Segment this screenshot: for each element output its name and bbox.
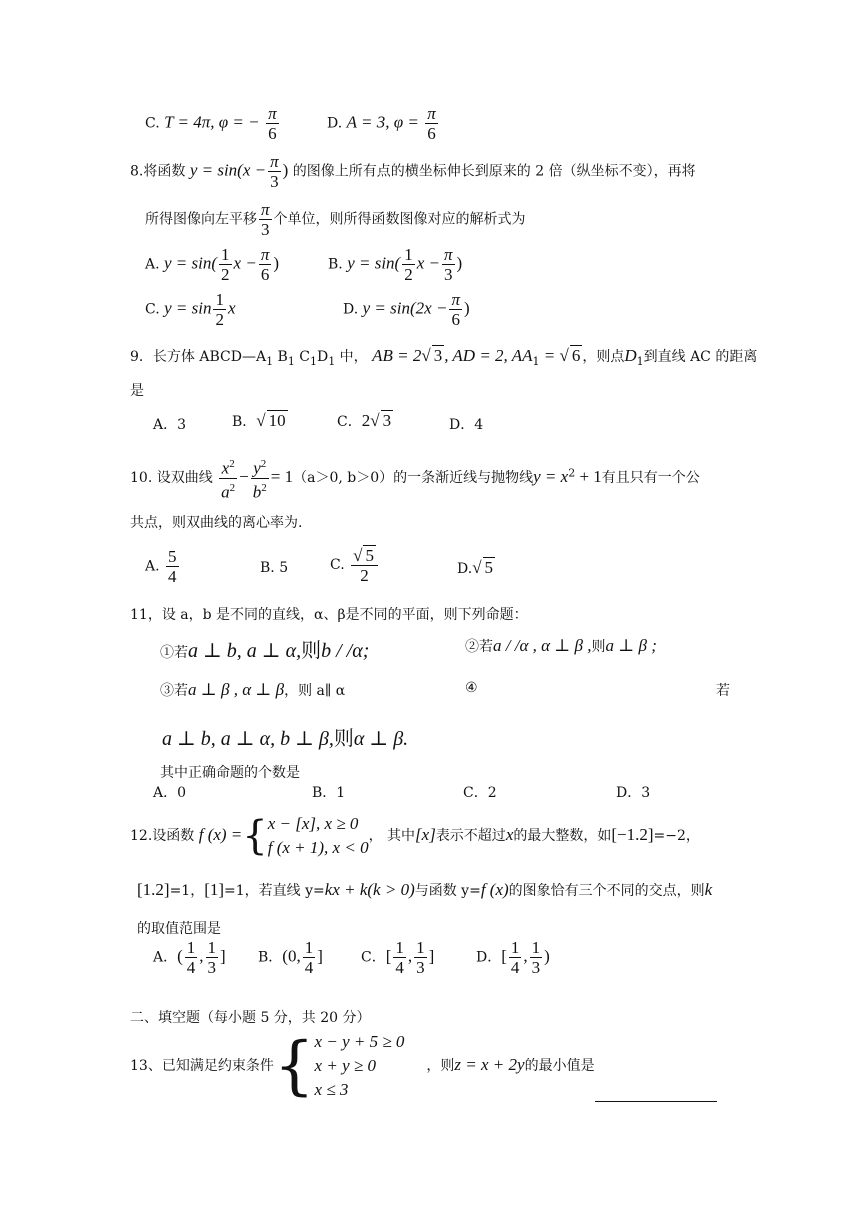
q8-stem-line2: 所得图像向左平移 $\frac{\pi}{3}$ 个单位，则所得函数图像对应的解析式为 bbox=[145, 200, 526, 239]
q11-question: 其中正确命题的个数是 bbox=[160, 765, 300, 781]
q12-piecewise: x − [x], x ≥ 0 f (x + 1), x < 0 bbox=[267, 814, 369, 857]
q12-stem: 12.设函数 f (x) ={ x − [x], x ≥ 0 f (x + 1), x < 0 ， 其中[x]表示不超过x的最大整数，如[−1.2]=−2， bbox=[130, 813, 700, 859]
q8-stem: 8.将函数 y = sin(x − $\frac{\pi}{3}$ ) 的图像上所有点的横坐标伸长到原来的 2 倍（纵坐标不变），再将 bbox=[130, 152, 696, 191]
q13-answer-blank[interactable] bbox=[595, 1083, 717, 1102]
q10-option-b: B. 5 bbox=[260, 560, 289, 576]
q12-option-a: A．( $\frac{1}{4}$ , $\frac{1}{3}$ ] bbox=[153, 938, 226, 977]
q8-function: y = sin(x − bbox=[189, 160, 267, 180]
q12-option-d: D．[ $\frac{1}{4}$ , $\frac{1}{3}$ ) bbox=[476, 938, 550, 977]
q8-option-b: B. y = sin( $\frac{1}{2}$ x − $\frac{\pi}{3}$ ) bbox=[328, 245, 463, 284]
q8-option-a: A. y = sin( $\frac{1}{2}$ x − $\frac{\pi}{6}$ ) bbox=[145, 245, 280, 284]
q7-option-d-label: D. bbox=[327, 115, 343, 132]
q12-option-c: C．[ $\frac{1}{4}$ , $\frac{1}{3}$ ] bbox=[361, 938, 435, 977]
q11-proposition-2: ②若a / /α , α ⊥ β ,则a ⊥ β ; bbox=[465, 636, 657, 655]
q13-stem: 13、已知满足约束条件{ x − y + 5 ≥ 0 x + y ≥ 0 x ≤ 3 ，则z = x + 2y的最小值是 bbox=[130, 1030, 717, 1102]
q9-option-a: A．3 bbox=[153, 417, 187, 433]
q10-fraction-x: $\frac{x^2}{a^2}$ bbox=[219, 455, 237, 501]
q9-option-b: B．√ 10 bbox=[232, 411, 286, 430]
q12-stem-line3: 的取值范围是 bbox=[137, 921, 221, 937]
q9-option-c: C．2√ 3 bbox=[337, 411, 392, 430]
q12-stem-line2: [1.2]=1，[1]=1，若直线 y=kx + k(k > 0)与函数 y=f (x)的图象恰有三个不同的交点，则k bbox=[137, 880, 713, 899]
q7-option-c-label: C. bbox=[145, 115, 160, 132]
q9-stem: 9．长方体 $ABCD—A_1$ $B_1$ $C_1D_1$ 中， AB = 2√ 3 , AD = 2, $AA_1$ = √ 6 ，则点$D_1$到直线 AC 的距离 bbox=[130, 346, 758, 368]
q11-proposition-4-ruo: 若 bbox=[716, 683, 730, 699]
q11-stem: 11，设 a，b 是不同的直线，α、β是不同的平面，则下列命题： bbox=[130, 607, 528, 623]
q7-option-c-fraction: $\frac{\pi}{6}$ bbox=[268, 104, 277, 143]
q7-option-d-fraction: $\frac{\pi}{6}$ bbox=[427, 104, 436, 143]
q11-option-b: B．1 bbox=[312, 785, 346, 801]
q9-stem-line2: 是 bbox=[130, 383, 144, 399]
q7-option-d-math: A = 3, φ = bbox=[346, 112, 419, 132]
q7-option-d bbox=[327, 104, 440, 143]
q12-option-b: B．(0, $\frac{1}{4}$ ] bbox=[258, 938, 323, 977]
q11-option-a: A．0 bbox=[153, 785, 187, 801]
q10-fraction-y: $\frac{y^2}{b^2}$ bbox=[251, 455, 269, 501]
q7-options bbox=[145, 104, 281, 143]
q10-option-a: A. $\frac{5}{4}$ bbox=[145, 547, 177, 586]
q10-option-c: C. $\frac{√ 5}{2}$ bbox=[330, 545, 380, 585]
q8-option-c: C. y = sin $\frac{1}{2}$ x bbox=[145, 290, 236, 329]
q11-option-c: C．2 bbox=[463, 785, 497, 801]
q10-stem: 10. 设双曲线 $\frac{x^2}{a^2}$ − $\frac{y^2}{b^2}$ = 1（a＞0, b＞0）的一条渐近线与抛物线$y = x^2 + 1$有且只有一个公 bbox=[130, 455, 700, 501]
q8-function-fraction: $\frac{\pi}{3}$ bbox=[270, 152, 279, 191]
q11-proposition-4: a ⊥ b, a ⊥ α, b ⊥ β,则α ⊥ β. bbox=[162, 726, 409, 750]
q8-option-d: D. y = sin(2x − $\frac{\pi}{6}$ ) bbox=[343, 290, 470, 329]
q11-proposition-3: ③若a ⊥ β , α ⊥ β，则 a∥ α bbox=[160, 680, 346, 699]
q11-option-d: D．3 bbox=[616, 785, 651, 801]
section-heading-fill-in: 二、填空题（每小题 5 分，共 20 分） bbox=[130, 1010, 371, 1026]
q7-option-c-math: T = 4π, φ = − bbox=[164, 112, 260, 132]
q8-shift-fraction: $\frac{\pi}{3}$ bbox=[261, 200, 270, 239]
q9-option-d: D．4 bbox=[449, 417, 484, 433]
q13-constraints: x − y + 5 ≥ 0 x + y ≥ 0 x ≤ 3 bbox=[314, 1032, 405, 1099]
q10-option-d: D.√ 5 bbox=[457, 558, 494, 577]
q10-stem-line2: 共点，则双曲线的离心率为. bbox=[130, 515, 303, 531]
q11-proposition-4-marker: ④ bbox=[465, 680, 478, 696]
q11-proposition-1: ①若a ⊥ b, a ⊥ α,则b / /α; bbox=[160, 638, 370, 662]
